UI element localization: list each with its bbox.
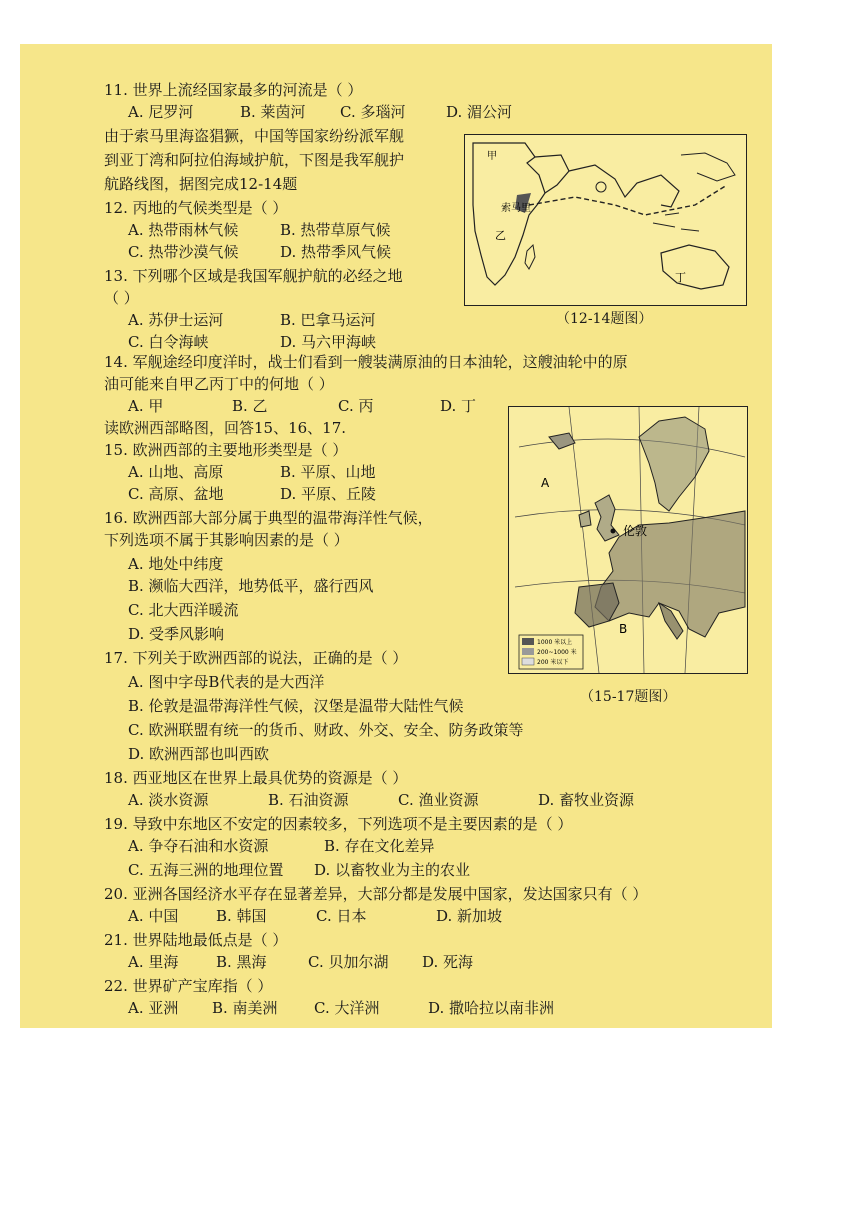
option-a[interactable]: A. 甲 — [128, 397, 164, 415]
western-europe-map-svg — [509, 407, 747, 673]
option-b[interactable]: B. 黑海 — [216, 953, 267, 971]
question-18-stem: 18. 西亚地区在世界上最具优势的资源是（ ） — [104, 769, 408, 787]
question-17-stem: 17. 下列关于欧洲西部的说法，正确的是（ ） — [104, 649, 408, 667]
question-11-stem: 11. 世界上流经国家最多的河流是（ ） — [104, 81, 363, 99]
option-c[interactable]: C. 日本 — [316, 907, 367, 925]
question-14-stem-2: 油可能来自甲乙丙丁中的何地（ ） — [104, 375, 334, 393]
option-a[interactable]: A. 争夺石油和水资源 — [128, 837, 269, 855]
legend-swatch-low — [522, 658, 534, 665]
option-a[interactable]: A. 亚洲 — [128, 999, 179, 1017]
australia-outline — [661, 245, 729, 289]
option-a[interactable]: A. 苏伊士运河 — [128, 311, 224, 329]
legend-swatch-mid — [522, 648, 534, 655]
option-d[interactable]: D. 新加坡 — [436, 907, 503, 925]
arabia-outline — [535, 155, 569, 193]
intro-line-2: 到亚丁湾和阿拉伯海域护航，下图是我军舰护 — [104, 151, 405, 169]
question-16-stem-2: 下列选项不属于其影响因素的是（ ） — [104, 531, 349, 549]
question-21-stem: 21. 世界陆地最低点是（ ） — [104, 931, 288, 949]
legend-label-mid: 200~1000 米 — [537, 649, 577, 656]
option-b[interactable]: B. 存在文化差异 — [324, 837, 435, 855]
option-b[interactable]: B. 热带草原气候 — [280, 221, 391, 239]
great-britain — [595, 495, 619, 541]
option-d[interactable]: D. 马六甲海峡 — [280, 333, 377, 351]
option-a[interactable]: A. 山地、高原 — [128, 463, 224, 481]
legend-label-low: 200 米以下 — [537, 659, 569, 666]
indonesia-islands — [653, 213, 699, 231]
label-b: B — [619, 622, 628, 636]
option-d[interactable]: D. 平原、丘陵 — [280, 485, 377, 503]
east-asia-outline — [681, 153, 735, 181]
question-16-option-a[interactable]: A. 地处中纬度 — [128, 555, 224, 573]
question-13-stem: 13. 下列哪个区域是我国军舰护航的必经之地 — [104, 267, 403, 285]
option-a[interactable]: A. 里海 — [128, 953, 179, 971]
option-a[interactable]: A. 热带雨林气候 — [128, 221, 239, 239]
intro-line-1: 由于索马里海盗猖獗，中国等国家纷纷派军舰 — [104, 127, 405, 145]
bing-marker — [596, 182, 606, 192]
iceland — [549, 433, 575, 449]
london-marker — [611, 529, 616, 534]
option-a[interactable]: A. 淡水资源 — [128, 791, 209, 809]
label-jia: 甲 — [487, 151, 497, 162]
option-c[interactable]: C. 贝加尔湖 — [308, 953, 389, 971]
legend-swatch-high — [522, 638, 534, 645]
scandinavia — [639, 417, 709, 511]
question-13-stem-2: （ ） — [104, 289, 139, 307]
option-c[interactable]: C. 大洋洲 — [314, 999, 380, 1017]
label-yi: 乙 — [495, 229, 506, 242]
option-c[interactable]: C. 白令海峡 — [128, 333, 209, 351]
label-somalia: 索马里 — [501, 203, 531, 214]
option-c[interactable]: C. 热带沙漠气候 — [128, 243, 239, 261]
question-16-option-c[interactable]: C. 北大西洋暖流 — [128, 601, 239, 619]
option-d[interactable]: D. 死海 — [422, 953, 474, 971]
map1-caption: （12-14题图） — [556, 311, 653, 327]
question-16-option-d[interactable]: D. 受季风影响 — [128, 625, 225, 643]
option-d[interactable]: D. 热带季风气候 — [280, 243, 392, 261]
option-c[interactable]: C. 渔业资源 — [398, 791, 479, 809]
option-b[interactable]: B. 莱茵河 — [240, 103, 306, 121]
question-17-option-c[interactable]: C. 欧洲联盟有统一的货币、财政、外交、安全、防务政策等 — [128, 721, 524, 739]
option-c[interactable]: C. 多瑙河 — [340, 103, 406, 121]
option-c[interactable]: C. 丙 — [338, 397, 374, 415]
question-19-stem: 19. 导致中东地区不安定的因素较多，下列选项不是主要因素的是（ ） — [104, 815, 573, 833]
madagascar-outline — [525, 245, 535, 269]
exam-sheet — [20, 44, 772, 1028]
label-london: 伦敦 — [623, 524, 648, 538]
option-a[interactable]: A. 尼罗河 — [128, 103, 194, 121]
intro-line-3: 航路线图，据图完成12-14题 — [104, 175, 298, 193]
option-d[interactable]: D. 撒哈拉以南非洲 — [428, 999, 555, 1017]
question-16-option-b[interactable]: B. 濒临大西洋，地势低平，盛行西风 — [128, 577, 374, 595]
option-b[interactable]: B. 韩国 — [216, 907, 267, 925]
label-ding: 丁 — [675, 271, 686, 284]
option-a[interactable]: A. 中国 — [128, 907, 179, 925]
question-17-option-b[interactable]: B. 伦敦是温带海洋性气候，汉堡是温带大陆性气候 — [128, 697, 464, 715]
question-14-stem: 14. 军舰途经印度洋时，战士们看到一艘装满原油的日本油轮，这艘油轮中的原 — [104, 353, 628, 371]
option-b[interactable]: B. 乙 — [232, 397, 268, 415]
option-c[interactable]: C. 五海三洲的地理位置 — [128, 861, 284, 879]
iberian-peninsula — [575, 583, 619, 627]
question-20-stem: 20. 亚洲各国经济水平存在显著差异，大部分都是发展中国家，发达国家只有（ ） — [104, 885, 648, 903]
question-12-stem: 12. 丙地的气候类型是（ ） — [104, 199, 288, 217]
asia-outline — [569, 165, 679, 207]
africa-outline — [473, 143, 545, 285]
label-a: A — [541, 476, 550, 490]
question-17-option-a[interactable]: A. 图中字母B代表的是大西洋 — [128, 673, 325, 691]
question-22-stem: 22. 世界矿产宝库指（ ） — [104, 977, 273, 995]
escort-route-map-svg — [465, 135, 746, 305]
question-17-option-d[interactable]: D. 欧洲西部也叫西欧 — [128, 745, 270, 763]
option-d[interactable]: D. 畜牧业资源 — [538, 791, 635, 809]
escort-route-line — [529, 185, 727, 215]
question-16-stem: 16. 欧洲西部大部分属于典型的温带海洋性气候， — [104, 509, 433, 527]
option-d[interactable]: D. 以畜牧业为主的农业 — [314, 861, 471, 879]
option-b[interactable]: B. 石油资源 — [268, 791, 349, 809]
option-d[interactable]: D. 丁 — [440, 397, 477, 415]
option-b[interactable]: B. 南美洲 — [212, 999, 278, 1017]
intro-15-17: 读欧洲西部略图，回答15、16、17. — [104, 419, 347, 437]
option-d[interactable]: D. 湄公河 — [446, 103, 513, 121]
western-europe-map — [508, 406, 748, 674]
map2-caption: （15-17题图） — [580, 689, 677, 705]
option-c[interactable]: C. 高原、盆地 — [128, 485, 224, 503]
option-b[interactable]: B. 巴拿马运河 — [280, 311, 376, 329]
question-15-stem: 15. 欧洲西部的主要地形类型是（ ） — [104, 441, 348, 459]
escort-route-map — [464, 134, 747, 306]
legend-label-high: 1000 米以上 — [537, 639, 573, 646]
option-b[interactable]: B. 平原、山地 — [280, 463, 376, 481]
